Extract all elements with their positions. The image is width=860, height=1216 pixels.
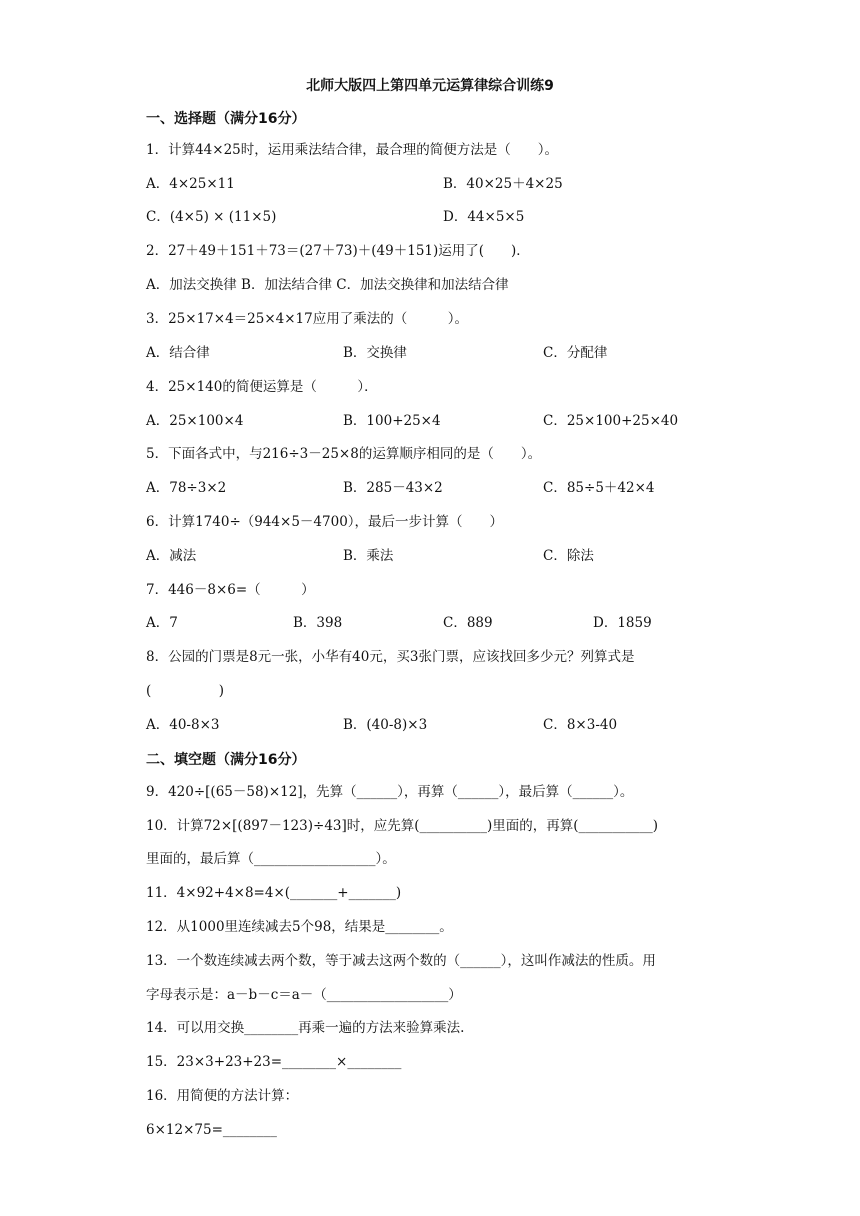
option-3c: C．分配律 [543,345,608,361]
option-7b: B．398 [293,615,343,631]
question-13-cont: 字母表示是：a－b－c＝a－（__________________） [146,987,462,1003]
question-10-cont: 里面的，最后算（__________________）。 [146,851,396,867]
option-1b: B．40×25＋4×25 [443,176,563,192]
option-3b: B．交换律 [343,345,407,361]
question-15: 15．23×3+23+23=________×________ [146,1054,402,1070]
options-2: A．加法交换律 B．加法结合律 C．加法交换律和加法结合律 [146,277,509,293]
option-8a: A．40-8×3 [146,717,220,733]
option-6b: B．乘法 [343,548,394,564]
question-12: 12．从1000里连续减去5个98，结果是________。 [146,919,453,935]
question-16-part-a: 6×12×75=________ [146,1122,277,1138]
question-14: 14．可以用交换________再乘一遍的方法来验算乘法. [146,1020,465,1036]
option-6a: A．减法 [146,548,197,564]
section-heading-fill: 二、填空题（满分16分） [146,752,306,768]
question-1: 1．计算44×25时，运用乘法结合律，最合理的简便方法是（ ）。 [146,142,559,158]
question-10: 10．计算72×[(897－123)÷43]时，应先算(__________)里面的，再算(___________) [146,818,659,834]
option-4b: B．100+25×4 [343,413,441,429]
page-title: 北师大版四上第四单元运算律综合训练9 [306,78,554,94]
option-5b: B．285－43×2 [343,480,443,496]
question-4: 4．25×140的简便运算是（ ）． [146,379,378,395]
option-1a: A．4×25×11 [146,176,235,192]
question-9: 9．420÷[(65－58)×12]，先算（______），再算（______），最后算（______）。 [146,784,634,800]
question-8-blank: ( ) [146,683,225,699]
question-7: 7．446－8×6=（ ） [146,582,315,598]
question-16: 16．用简便的方法计算： [146,1088,299,1104]
option-1d: D．44×5×5 [443,209,525,225]
option-1c: C．(4×5) × (11×5) [146,209,277,225]
question-13: 13．一个数连续减去两个数，等于减去这两个数的（______），这叫作减法的性质。用 [146,953,656,969]
option-7a: A．7 [146,615,178,631]
question-8: 8．公园的门票是8元一张，小华有40元，买3张门票，应该找回多少元？列算式是 [146,649,635,665]
question-5: 5．下面各式中，与216÷3－25×8的运算顺序相同的是（ ）。 [146,446,542,462]
option-3a: A．结合律 [146,345,210,361]
option-5a: A．78÷3×2 [146,480,227,496]
option-5c: C．85÷5＋42×4 [543,480,655,496]
question-11: 11．4×92+4×8=4×(_______+_______) [146,885,402,901]
question-6: 6．计算1740÷（944×5－4700），最后一步计算（ ） [146,514,504,530]
option-6c: C．除法 [543,548,594,564]
question-2: 2．27＋49＋151＋73＝(27＋73)＋(49＋151)运用了( )． [146,243,530,259]
option-4c: C．25×100+25×40 [543,413,679,429]
option-7d: D．1859 [593,615,652,631]
question-3: 3．25×17×4＝25×4×17应用了乘法的（ ）。 [146,311,468,327]
option-8c: C．8×3-40 [543,717,618,733]
section-heading-choice: 一、选择题（满分16分） [146,111,306,127]
option-8b: B．(40-8)×3 [343,717,428,733]
option-7c: C．889 [443,615,493,631]
option-4a: A．25×100×4 [146,413,244,429]
